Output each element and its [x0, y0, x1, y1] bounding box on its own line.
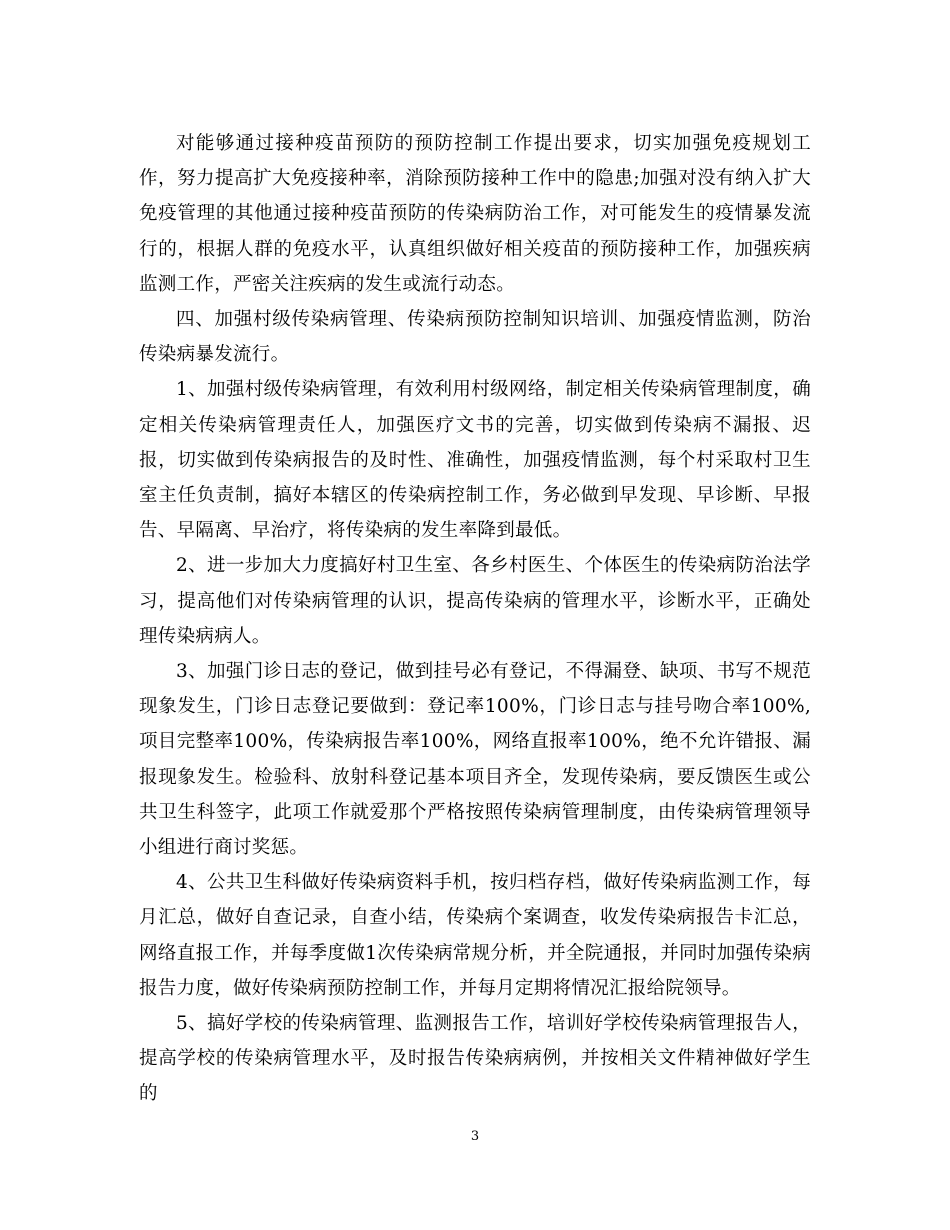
document-body [139, 126, 811, 1112]
paragraph-item-1: 1、加强村级传染病管理，有效利用村级网络，制定相关传染病管理制度，确定相关传染病管理责任人，加强医疗文书的完善，切实做到传染病不漏报、迟报，切实做到传染病报告的及时性、准确性，加强疫情监测，每个村采取村卫生室主任负责制，搞好本辖区的传染病控制工作，务必做到早发现、早诊断、早报告、早隔离、早治疗，将传染病的发生率降到最低。 [139, 379, 811, 542]
paragraph-vaccination: 对能够通过接种疫苗预防的预防控制工作提出要求，切实加强免疫规划工作，努力提高扩大免疫接种率，消除预防接种工作中的隐患;加强对没有纳入扩大免疫管理的其他通过接种疫苗预防的传染病防治工作，对可能发生的疫情暴发流行的，根据人群的免疫水平，认真组织做好相关疫苗的预防接种工作，加强疾病监测工作，严密关注疾病的发生或流行动态。 [139, 133, 811, 295]
paragraph-item-5: 5、搞好学校的传染病管理、监测报告工作，培训好学校传染病管理报告人，提高学校的传染病管理水平，及时报告传染病病例，并按相关文件精神做好学生的 [139, 1013, 811, 1105]
paragraph-item-3: 3、加强门诊日志的登记，做到挂号必有登记，不得漏登、缺项、书写不规范现象发生，门诊日志登记要做到：登记率100%，门诊日志与挂号吻合率100%,项目完整率100%，传染病报告率100%，网络直报率100%，绝不允许错报、漏报现象发生。检验科、放射科登记基本项目齐全，发现传染病，要反馈医生或公共卫生科签字，此项工作就爱那个严格按照传染病管理制度，由传染病管理领导小组进行商讨奖惩。 [139, 661, 811, 859]
paragraph-item-4: 4、公共卫生科做好传染病资料手机，按归档存档，做好传染病监测工作，每月汇总，做好自查记录，自查小结，传染病个案调查，收发传染病报告卡汇总，网络直报工作，并每季度做1次传染病常规分析，并全院通报，并同时加强传染病报告力度，做好传染病预防控制工作，并每月定期将情况汇报给院领导。 [139, 872, 811, 999]
paragraph-item-2: 2、进一步加大力度搞好村卫生室、各乡村医生、个体医生的传染病防治法学习，提高他们对传染病管理的认识，提高传染病的管理水平，诊断水平，正确处理传染病病人。 [139, 555, 811, 647]
paragraph-section-four-heading: 四、加强村级传染病管理、传染病预防控制知识培训、加强疫情监测，防治传染病暴发流行。 [139, 309, 811, 366]
page-number: 3 [470, 1129, 480, 1144]
